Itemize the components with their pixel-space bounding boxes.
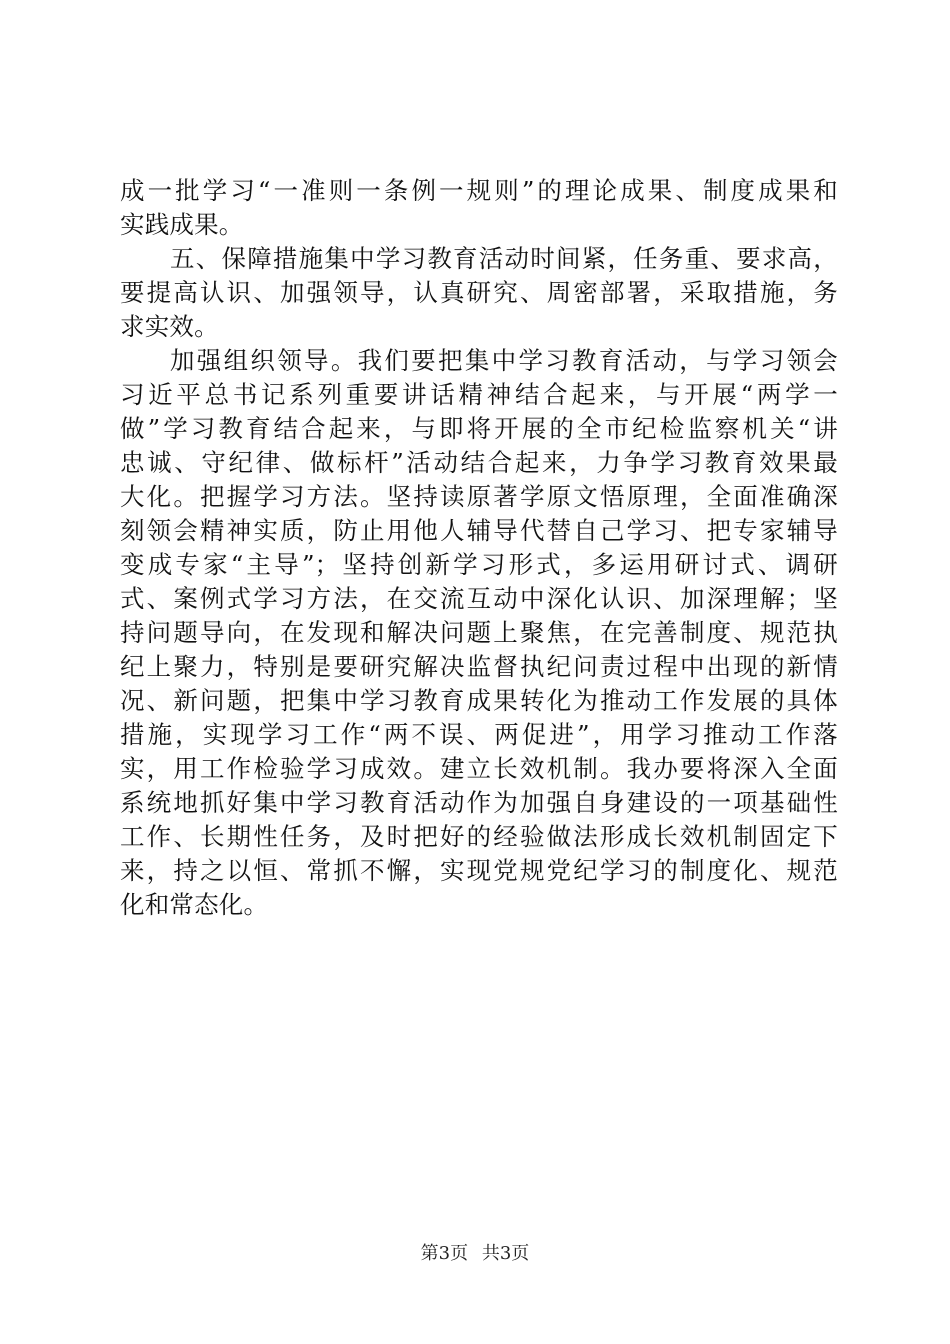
- document-body: [120, 174, 838, 922]
- text-line: 况、新问题，把集中学习教育成果转化为推动工作发展的具体: [120, 686, 838, 715]
- text-line: 化和常态化。: [120, 890, 269, 919]
- page-number: 第3页: [420, 1243, 469, 1264]
- text-line: 加强组织领导。我们要把集中学习教育活动，与学习领会: [170, 346, 838, 375]
- text-line: 刻领会精神实质，防止用他人辅导代替自己学习、把专家辅导: [120, 516, 838, 545]
- text-line: 来，持之以恒、常抓不懈，实现党规党纪学习的制度化、规范: [120, 856, 838, 885]
- page-footer: [0, 1243, 950, 1265]
- text-line: 措施，实现学习工作“两不误、两促进”，用学习推动工作落: [120, 720, 838, 749]
- text-line: 式、案例式学习方法，在交流互动中深化认识、加深理解；坚: [120, 584, 838, 613]
- text-line: 做”学习教育结合起来，与即将开展的全市纪检监察机关“讲: [120, 414, 838, 443]
- text-line: 持问题导向，在发现和解决问题上聚焦，在完善制度、规范执: [120, 618, 838, 647]
- text-line: 纪上聚力，特别是要研究解决监督执纪问责过程中出现的新情: [120, 652, 838, 681]
- text-line: 实，用工作检验学习成效。建立长效机制。我办要将深入全面: [120, 754, 838, 783]
- page-total: 共3页: [481, 1243, 530, 1264]
- text-line: 系统地抓好集中学习教育活动作为加强自身建设的一项基础性: [120, 788, 838, 817]
- text-line: 变成专家“主导”；坚持创新学习形式，多运用研讨式、调研: [120, 550, 838, 579]
- text-line: 五、保障措施集中学习教育活动时间紧，任务重、要求高，: [170, 244, 838, 273]
- text-line: 求实效。: [120, 312, 219, 341]
- text-line: 忠诚、守纪律、做标杆”活动结合起来，力争学习教育效果最: [120, 448, 838, 477]
- text-line: 成一批学习“一准则一条例一规则”的理论成果、制度成果和: [120, 176, 838, 205]
- text-line: 大化。把握学习方法。坚持读原著学原文悟原理，全面准确深: [120, 482, 838, 511]
- text-line: 实践成果。: [120, 210, 244, 239]
- text-line: 工作、长期性任务，及时把好的经验做法形成长效机制固定下: [120, 822, 838, 851]
- text-line: 要提高认识、加强领导，认真研究、周密部署，采取措施，务: [120, 278, 838, 307]
- text-line: 习近平总书记系列重要讲话精神结合起来，与开展“两学一: [120, 380, 838, 409]
